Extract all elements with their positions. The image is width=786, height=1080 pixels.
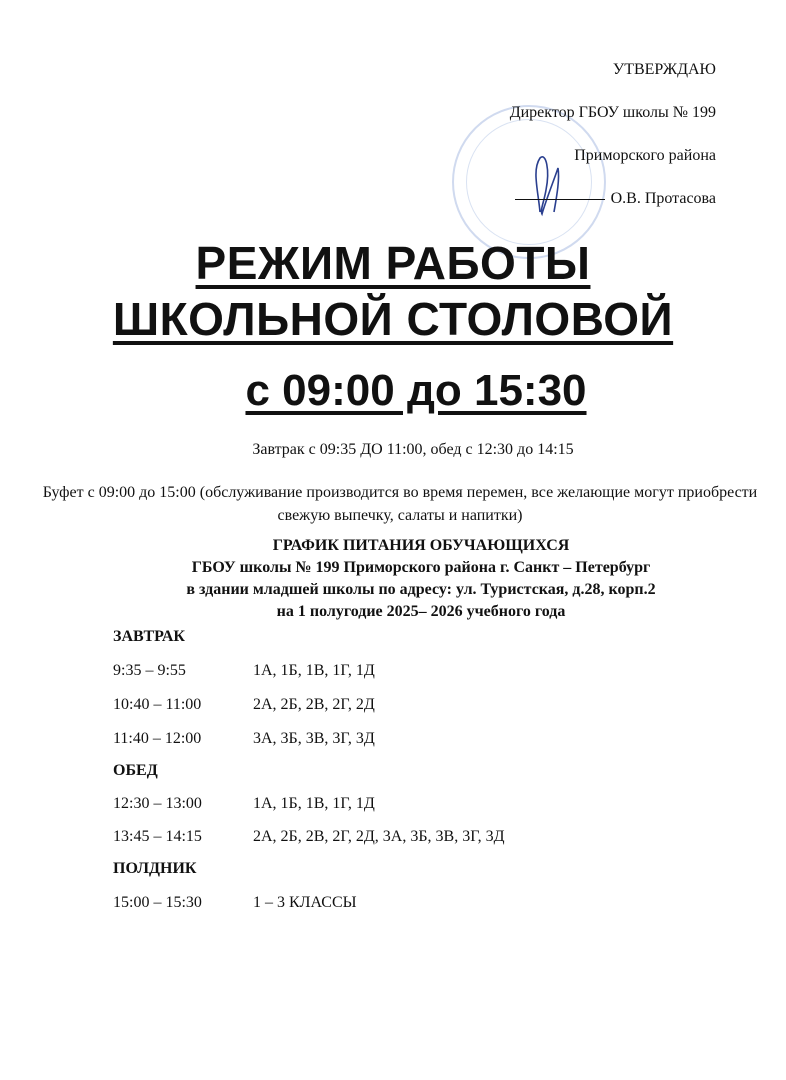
approval-heading: УТВЕРЖДАЮ <box>612 61 716 78</box>
row-classes: 3А, 3Б, 3В, 3Г, 3Д <box>253 730 375 747</box>
page-title-line2: ШКОЛЬНОЙ СТОЛОВОЙ <box>112 293 674 345</box>
row-classes: 1 – 3 КЛАССЫ <box>253 894 357 911</box>
page-title-line1: РЕЖИМ РАБОТЫ <box>195 237 591 289</box>
row-time: 13:45 – 14:15 <box>113 828 202 845</box>
row-time: 11:40 – 12:00 <box>113 730 202 747</box>
schedule-row <box>113 696 375 714</box>
row-classes: 2А, 2Б, 2В, 2Г, 2Д <box>253 696 375 713</box>
row-classes: 1А, 1Б, 1В, 1Г, 1Д <box>253 662 375 679</box>
snack-label: ПОЛДНИК <box>113 860 197 877</box>
approval-district: Приморского района <box>574 147 716 164</box>
schedule-row <box>113 662 375 680</box>
breakfast-label: ЗАВТРАК <box>113 628 186 645</box>
approval-position: Директор ГБОУ школы № 199 <box>509 104 716 121</box>
approval-block <box>510 62 716 234</box>
row-classes: 2А, 2Б, 2В, 2Г, 2Д, 3А, 3Б, 3В, 3Г, 3Д <box>253 828 505 845</box>
approval-signer-line <box>510 191 716 234</box>
schedule-header <box>28 535 786 623</box>
buffet-hours-line: Буфет с 09:00 до 15:00 (обслуживание производится во время перемен, все желающие могут приобрести свежую выпечку, салаты и напитки) <box>42 484 758 524</box>
schedule-header-line3: в здании младшей школы по адресу: ул. Туристская, д.28, корп.2 <box>186 581 656 598</box>
working-hours: с 09:00 до 15:30 <box>245 366 587 415</box>
schedule-header-line1: ГРАФИК ПИТАНИЯ ОБУЧАЮЩИХСЯ <box>272 537 570 554</box>
row-time: 9:35 – 9:55 <box>113 662 186 679</box>
schedule-header-line4: на 1 полугодие 2025– 2026 учебного года <box>276 603 566 620</box>
approval-signer: О.В. Протасова <box>610 190 716 207</box>
schedule-row <box>113 730 375 748</box>
row-time: 12:30 – 13:00 <box>113 795 202 812</box>
schedule-row <box>113 795 375 813</box>
schedule-header-line2: ГБОУ школы № 199 Приморского района г. Санкт – Петербург <box>191 559 651 576</box>
signature-line <box>515 199 605 200</box>
lunch-label: ОБЕД <box>113 762 158 779</box>
row-time: 15:00 – 15:30 <box>113 894 202 911</box>
row-classes: 1А, 1Б, 1В, 1Г, 1Д <box>253 795 375 812</box>
meals-hours-line: Завтрак с 09:35 ДО 11:00, обед с 12:30 до 14:15 <box>252 441 574 458</box>
row-time: 10:40 – 11:00 <box>113 696 202 713</box>
schedule-row <box>113 894 357 912</box>
schedule-row <box>113 828 505 846</box>
